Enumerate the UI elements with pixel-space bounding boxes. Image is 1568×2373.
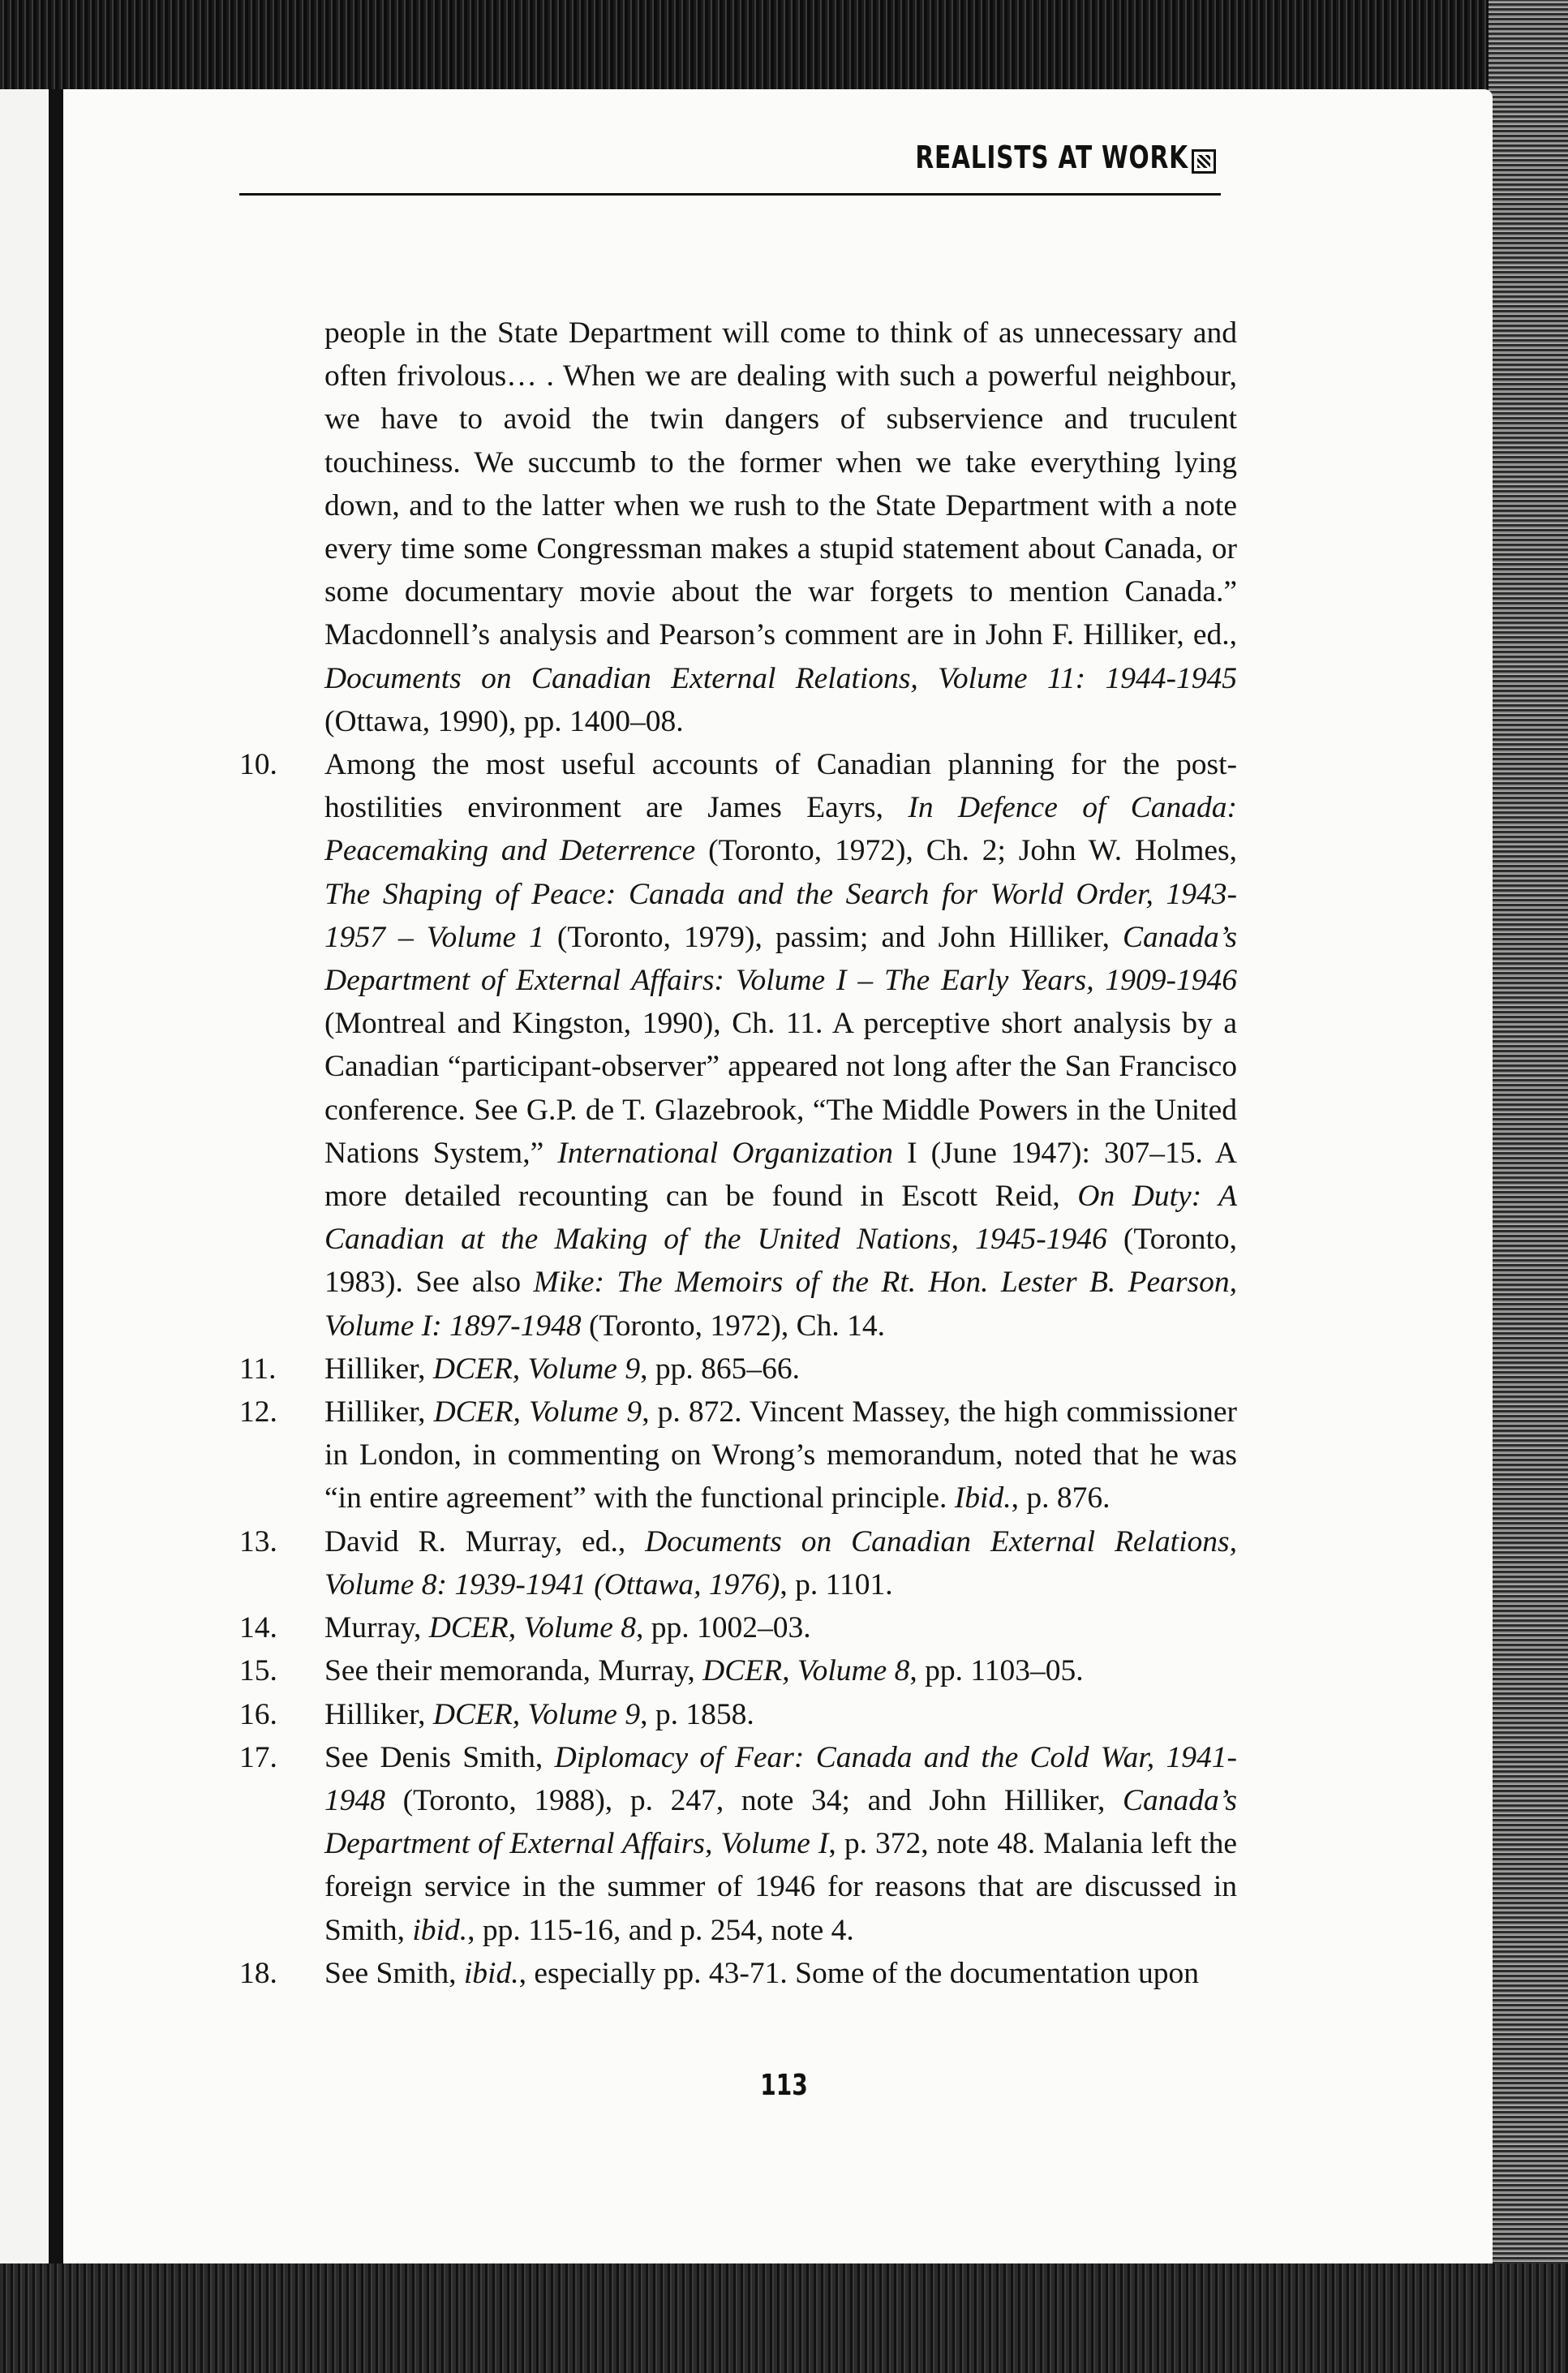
running-header-title: REALISTS AT WORK bbox=[914, 140, 1188, 175]
note-16 bbox=[239, 1693, 1237, 1736]
note-18 bbox=[239, 1952, 1237, 1995]
scan-edge-top bbox=[0, 0, 1568, 97]
note-text: Hilliker, DCER, Volume 9, p. 1858. bbox=[324, 1697, 754, 1731]
note-text: David R. Murray, ed., Documents on Canadian External Relations, Volume 8: 1939-1941 (Ottawa, 1976), p. 1101. bbox=[324, 1524, 1237, 1601]
scan-edge-left bbox=[0, 89, 49, 2280]
note-number: 13. bbox=[239, 1524, 277, 1558]
note-10 bbox=[239, 743, 1237, 1348]
note-text: See Smith, ibid., especially pp. 43-71. Some of the documentation upon bbox=[324, 1956, 1199, 1990]
note-text: See their memoranda, Murray, DCER, Volume 8, pp. 1103–05. bbox=[324, 1654, 1084, 1688]
note-number: 14. bbox=[239, 1611, 277, 1645]
note-12 bbox=[239, 1391, 1237, 1520]
note-number: 17. bbox=[239, 1740, 277, 1774]
endnotes bbox=[239, 312, 1237, 1995]
note-number: 11. bbox=[239, 1352, 277, 1386]
note-11 bbox=[239, 1348, 1237, 1391]
note-text: Murray, DCER, Volume 8, pp. 1002–03. bbox=[324, 1611, 811, 1645]
note-number: 16. bbox=[239, 1697, 277, 1731]
note-continuation: people in the State Department will come to think of as unnecessary and often frivolous… . When we are dealing with such a powerful neighbour, we have to avoid the twin dangers of subservience and truculent touchiness. We succumb to the former when we take everything lying down, and to the latter when we rush to the State Department with a note every time some Congressman makes a stupid statement about Canada, or some documentary movie about the war forgets to mention Canada.” Macdonnell’s analysis and Pearson’s comment are in John F. Hilliker, ed., Documents on Canadian External Relations, Volume 11: 1944-1945 (Ottawa, 1990), pp. 1400–08. bbox=[324, 316, 1237, 738]
note-14 bbox=[239, 1606, 1237, 1649]
note-text: See Denis Smith, Diplomacy of Fear: Canada and the Cold War, 1941-1948 (Toronto, 1988), p. 247, note 34; and John Hilliker, Canada’s Department of External Affairs, Volume I, p. 372, note 48. Malania left the foreign service in the summer of 1946 for reasons that are discussed in Smith, ibid., pp. 115-16, and p. 254, note 4. bbox=[324, 1740, 1237, 1947]
note-text: Among the most useful accounts of Canadian planning for the post-hostilities environment are James Eayrs, In Defence of Canada: Peacemaking and Deterrence (Toronto, 1972), Ch. 2; John W. Holmes, The Shaping of Peace: Canada and the Search for World Order, 1943-1957 – Volume 1 (Toronto, 1979), passim; and John Hilliker, Canada’s Department of External Affairs: Volume I – The Early Years, 1909-1946 (Montreal and Kingston, 1990), Ch. 11. A perceptive short analysis by a Canadian “participant-observer” appeared not long after the San Francisco conference. See G.P. de T. Glazebrook, “The Middle Powers in the United Nations System,” International Organization I (June 1947): 307–15. A more detailed recounting can be found in Escott Reid, On Duty: A Canadian at the Making of the United Nations, 1945-1946 (Toronto, 1983). See also Mike: The Memoirs of the Rt. Hon. Lester B. Pearson, Volume I: 1897-1948 (Toronto, 1972), Ch. 14. bbox=[324, 748, 1238, 1343]
running-header bbox=[239, 133, 1221, 196]
note-13 bbox=[239, 1520, 1237, 1606]
note-15 bbox=[239, 1649, 1237, 1692]
note-text: Hilliker, DCER, Volume 9, pp. 865–66. bbox=[324, 1352, 800, 1386]
note-number: 10. bbox=[239, 748, 277, 782]
boxed-hatch-icon bbox=[1192, 149, 1216, 174]
note-17 bbox=[239, 1736, 1237, 1952]
note-number: 15. bbox=[239, 1654, 277, 1688]
scan-edge-right bbox=[1489, 0, 1568, 2373]
note-number: 12. bbox=[239, 1395, 277, 1429]
page-number: 113 bbox=[760, 2069, 808, 2102]
scan-edge-bottom bbox=[0, 2263, 1568, 2373]
note-number: 18. bbox=[239, 1956, 277, 1990]
note-text: Hilliker, DCER, Volume 9, p. 872. Vincent Massey, the high commissioner in London, in commenting on Wrong’s memorandum, noted that he was “in entire agreement” with the functional principle. Ibid., p. 876. bbox=[324, 1395, 1238, 1515]
